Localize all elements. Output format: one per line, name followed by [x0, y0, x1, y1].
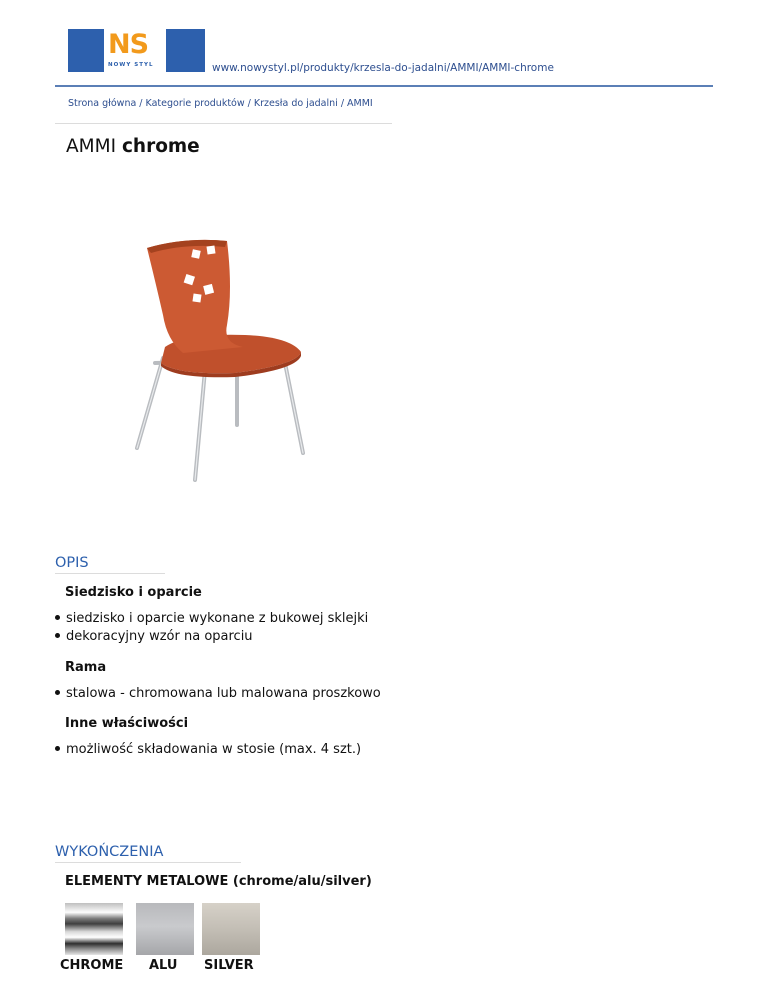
bullet-icon: [55, 746, 60, 751]
bullet-icon: [55, 615, 60, 620]
page-title: [66, 136, 200, 157]
breadcrumb-divider: [55, 123, 392, 124]
logo-text: NS: [108, 29, 149, 60]
swatch-label-alu: ALU: [149, 958, 178, 973]
page-url[interactable]: www.nowystyl.pl/produkty/krzesla-do-jadalni/AMMI/AMMI-chrome: [212, 62, 554, 74]
swatch-label-silver: SILVER: [204, 958, 254, 973]
header-divider: [55, 85, 713, 87]
product-name: AMMI: [66, 136, 117, 157]
product-image-chair: [125, 235, 325, 485]
swatch-label-chrome: CHROME: [60, 958, 124, 973]
swatch-chrome[interactable]: [65, 903, 123, 955]
section-title-finishes: WYKOŃCZENIA: [55, 844, 164, 860]
bullet-icon: [55, 690, 60, 695]
breadcrumb[interactable]: Strona główna / Kategorie produktów / Krzesła do jadalni / AMMI: [68, 98, 373, 109]
group-title-seat-back: Siedzisko i oparcie: [65, 585, 202, 600]
product-variant: chrome: [121, 136, 200, 157]
logo-subtext: NOWY STYL: [108, 62, 154, 68]
bullet-icon: [55, 633, 60, 638]
group-title-metal-elements: ELEMENTY METALOWE (chrome/alu/silver): [65, 874, 372, 889]
list-item: możliwość składowania w stosie (max. 4 szt.): [55, 742, 361, 757]
nowy-styl-logo[interactable]: [68, 29, 205, 72]
list-item: siedzisko i oparcie wykonane z bukowej sklejki: [55, 611, 368, 626]
list-item: dekoracyjny wzór na oparciu: [55, 629, 253, 644]
list-item: stalowa - chromowana lub malowana proszkowo: [55, 686, 381, 701]
swatch-silver[interactable]: [202, 903, 260, 955]
section-divider-finishes: [55, 862, 241, 863]
section-divider-description: [55, 573, 165, 574]
group-title-frame: Rama: [65, 660, 107, 675]
section-title-description: OPIS: [55, 555, 89, 571]
logo-mark: [104, 29, 166, 72]
group-title-other: Inne właściwości: [65, 716, 189, 731]
swatch-alu[interactable]: [136, 903, 194, 955]
